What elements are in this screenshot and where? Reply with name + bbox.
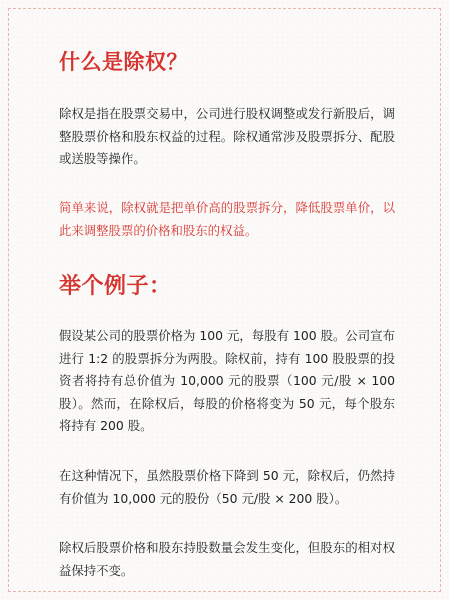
- example-paragraph: 假设某公司的股票价格为 100 元，每股有 100 股。公司宣布进行 1:2 的股票拆分为两股。除权前，持有 100 股股票的投资者将持有总价值为 10,000 元的股票（100 元/股 × 100 股）。然而，在除权后，每股的价格将变为 50 元，每个股东将持有 200 股。: [59, 328, 395, 433]
- conclusion-paragraph: 除权后股票价格和股东持股数量会发生变化，但股东的相对权益保持不变。: [59, 540, 395, 578]
- example-result-paragraph: 在这种情况下，虽然股票价格下降到 50 元，除权后，仍然持有价值为 10,000 元的股份（50 元/股 × 200 股）。: [59, 468, 395, 506]
- highlight-paragraph: 简单来说，除权就是把单价高的股票拆分，降低股票单价，以此来调整股票的价格和股东的权益。: [59, 200, 395, 238]
- definition-paragraph: 除权是指在股票交易中，公司进行股权调整或发行新股后，调整股票价格和股东权益的过程。除权通常涉及股票拆分、配股或送股等操作。: [59, 106, 395, 166]
- section-heading-what-is: 什么是除权？: [59, 50, 188, 74]
- section-heading-example: 举个例子：: [59, 274, 172, 299]
